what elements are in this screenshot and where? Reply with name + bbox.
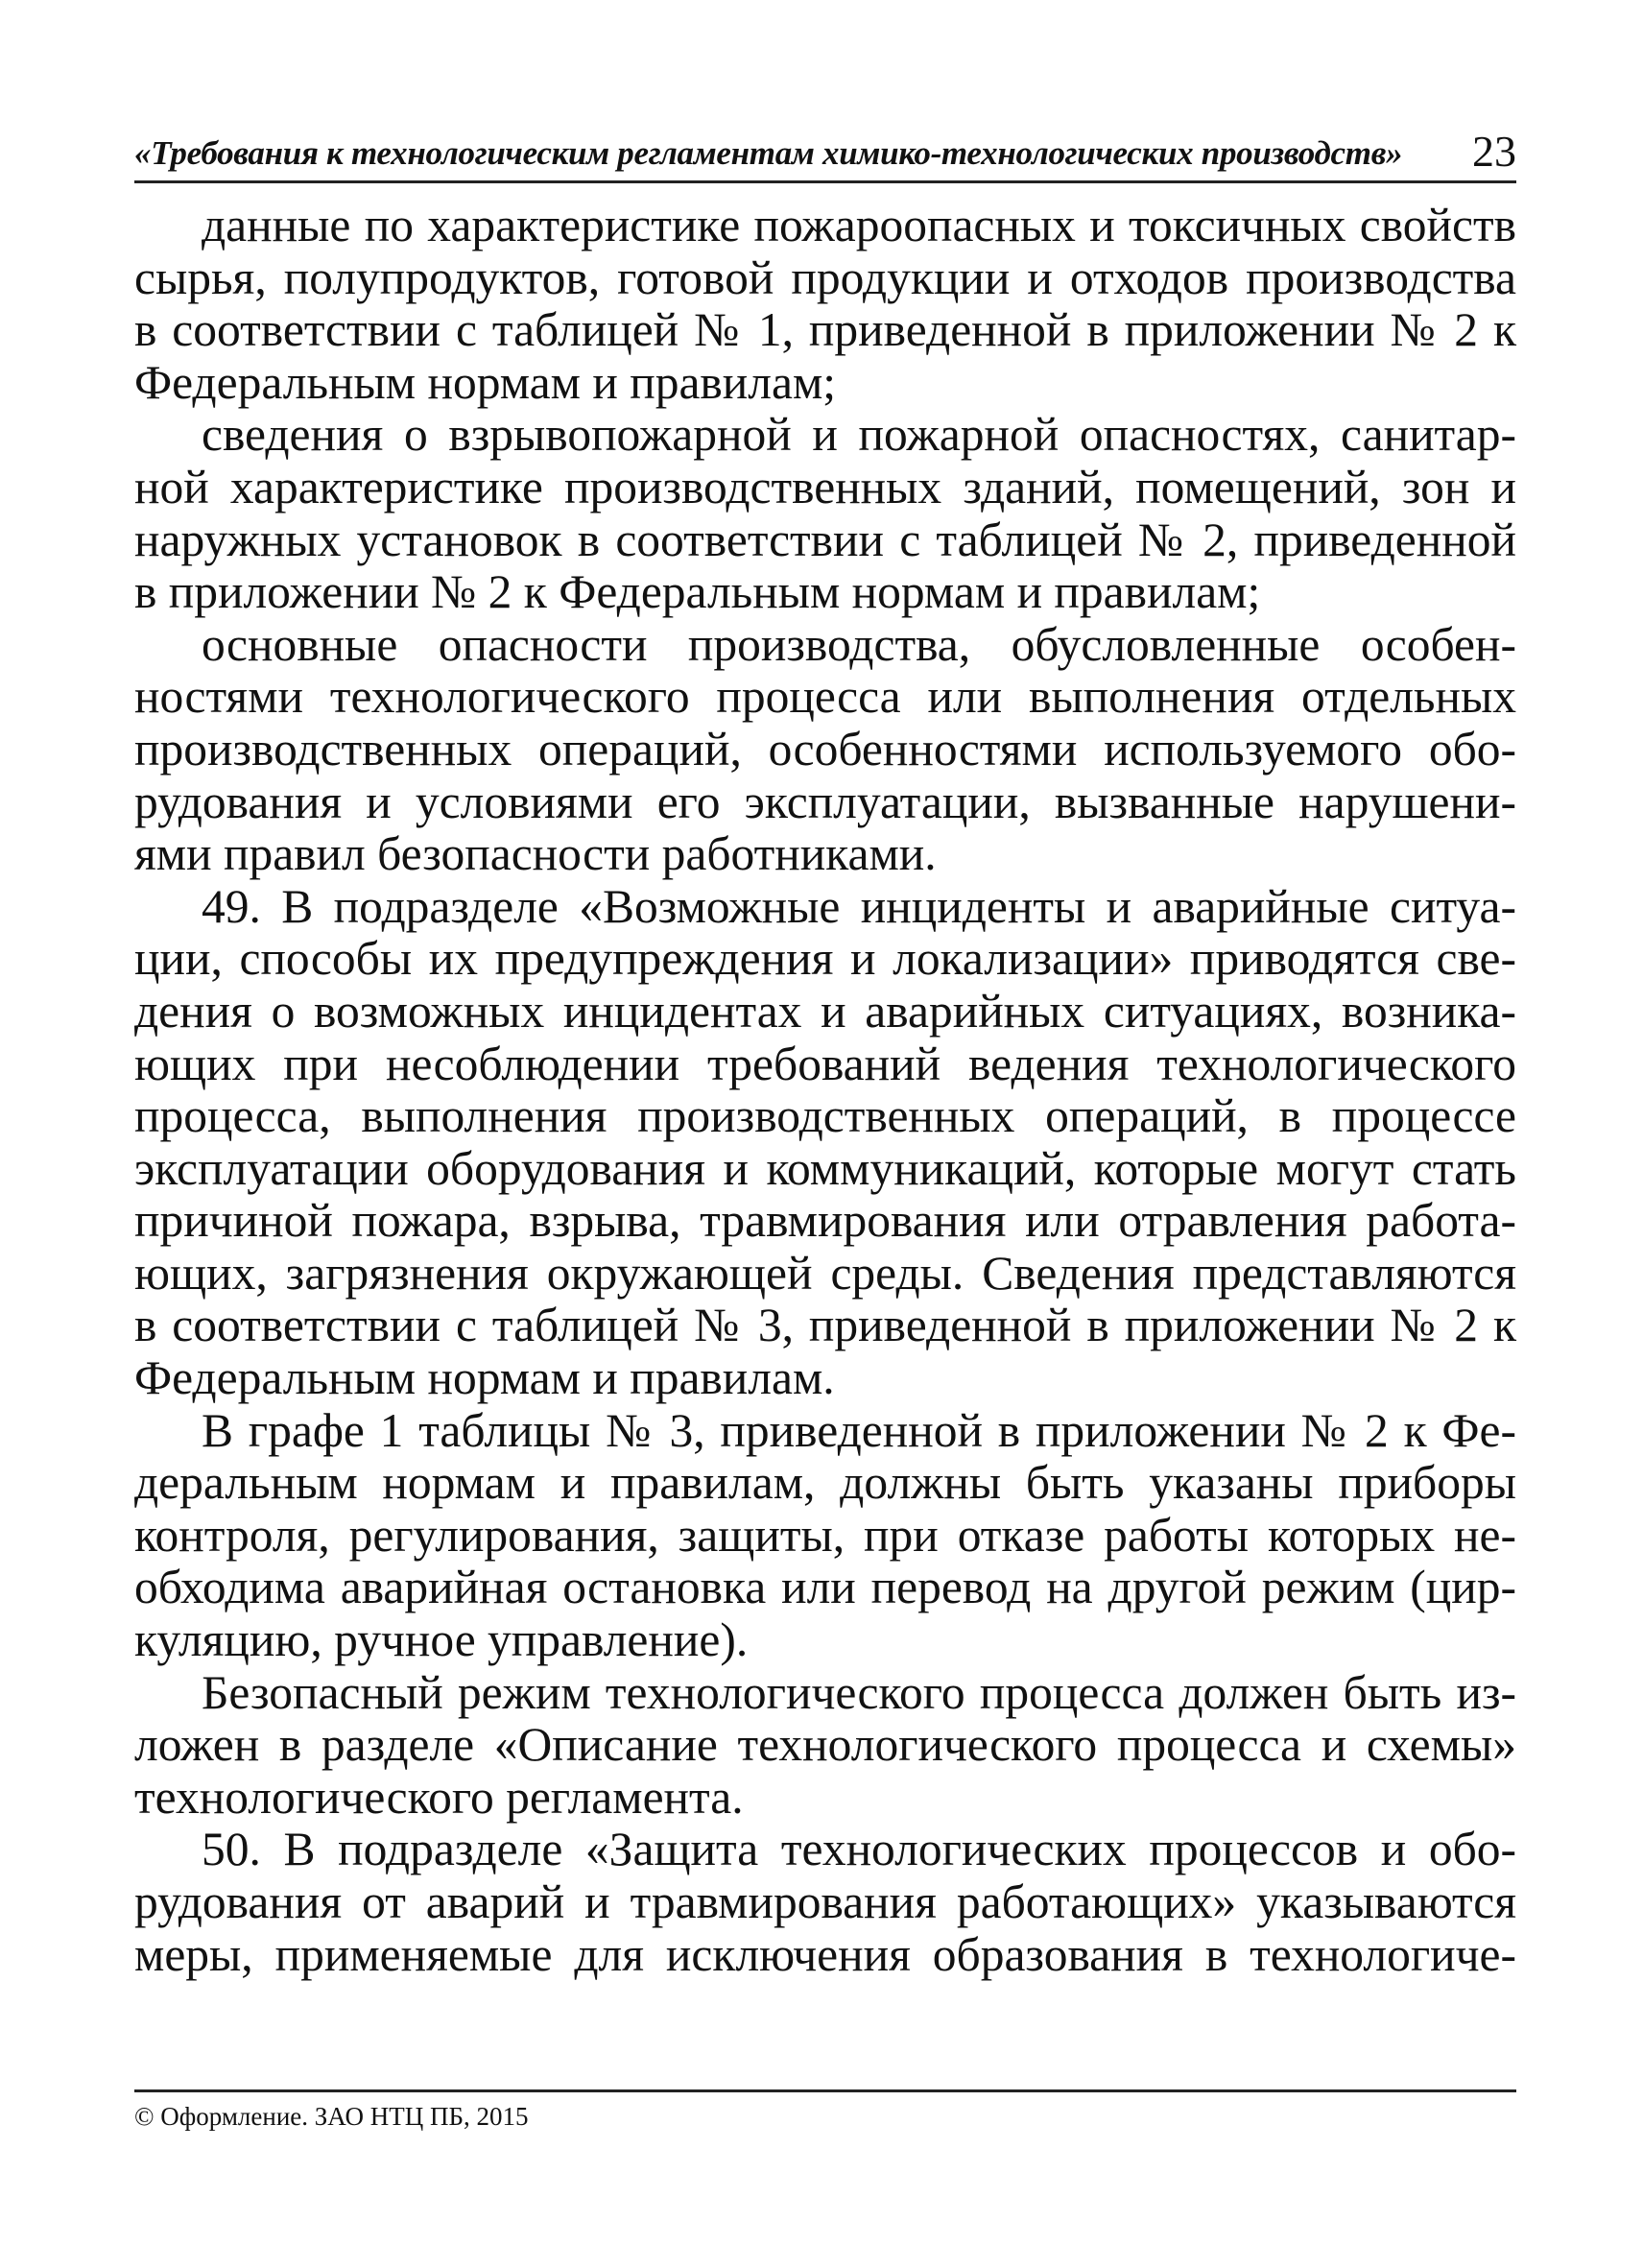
text-line: данные по характеристике пожароопасных и токсичных свойств (202, 199, 1516, 251)
text-line: технологического регламента. (134, 1770, 744, 1824)
text-line: процесса, выполнения производственных операций, в процессе (134, 1089, 1516, 1143)
text-line: деральным нормам и правилам, должны быть указаны приборы (134, 1456, 1516, 1510)
text-line: В графе 1 таблицы № 3, приведенной в приложении № 2 к Фе- (202, 1403, 1516, 1457)
text-line: сырья, полупродуктов, готовой продукции и отходов производства (134, 251, 1516, 304)
paragraph (134, 200, 1516, 409)
text-line: куляцию, ручное управление). (134, 1613, 749, 1667)
text-line: рудования и условиями его эксплуатации, вызванные нарушени- (134, 775, 1516, 828)
header-title: «Требования к технологическим регламентам химико-технологических производств» (134, 134, 1403, 172)
text-line: контроля, регулирования, защиты, при отказе работы которых не- (134, 1508, 1516, 1562)
text-line: ции, способы их предупреждения и локализации» приводятся све- (134, 932, 1516, 986)
paragraph (134, 409, 1516, 618)
page-number: 23 (1472, 127, 1516, 176)
text-line: производственных операций, особенностями используемого обо- (134, 722, 1516, 776)
text-line: причиной пожара, взрыва, травмирования или отравления работа- (134, 1194, 1516, 1248)
text-line: эксплуатации оборудования и коммуникаций, которые могут стать (134, 1141, 1516, 1195)
text-line: ющих, загрязнения окружающей среды. Сведения представляются (134, 1246, 1516, 1300)
text-line: ложен в разделе «Описание технологического процесса и схемы» (134, 1718, 1516, 1772)
text-line: в соответствии с таблицей № 1, приведенной в приложении № 2 к (134, 303, 1516, 357)
text-line: 49. В подразделе «Возможные инциденты и аварийные ситуа- (202, 879, 1516, 933)
text-line: 50. В подразделе «Защита технологических процессов и обо- (202, 1823, 1516, 1876)
text-line: в приложении № 2 к Федеральным нормам и правилам; (134, 565, 1261, 619)
paragraph (134, 1405, 1516, 1667)
paragraph (134, 1824, 1516, 1981)
paragraph (134, 619, 1516, 881)
running-header (134, 123, 1516, 183)
text-line: в соответствии с таблицей № 3, приведенной в приложении № 2 к (134, 1299, 1516, 1352)
text-line: Федеральным нормам и правилам; (134, 355, 837, 409)
footer-copyright: © Оформление. ЗАО НТЦ ПБ, 2015 (134, 2102, 529, 2131)
text-line: сведения о взрывопожарной и пожарной опасностях, санитар- (202, 408, 1516, 462)
text-line: наружных установок в соответствии с таблицей № 2, приведенной (134, 513, 1516, 566)
text-line: меры, применяемые для исключения образования в технологиче- (134, 1927, 1516, 1981)
text-line: ями правил безопасности работниками. (134, 827, 937, 881)
text-line: рудования от аварий и травмирования работающих» указываются (134, 1875, 1516, 1928)
text-line: ностями технологического процесса или выполнения отдельных (134, 670, 1516, 724)
text-line: обходима аварийная остановка или перевод на другой режим (цир- (134, 1561, 1516, 1614)
text-line: ной характеристике производственных зданий, помещений, зон и (134, 460, 1516, 513)
body-text (134, 200, 1516, 1981)
text-line: основные опасности производства, обусловленные особен- (202, 617, 1516, 671)
paragraph (134, 881, 1516, 1405)
text-line: ющих при несоблюдении требований ведения технологического (134, 1037, 1516, 1090)
text-line: дения о возможных инцидентах и аварийных ситуациях, возника- (134, 984, 1516, 1038)
paragraph (134, 1667, 1516, 1825)
footer-divider (134, 2089, 1516, 2092)
text-line: Безопасный режим технологического процесса должен быть из- (202, 1665, 1516, 1719)
text-line: Федеральным нормам и правилам. (134, 1351, 835, 1405)
